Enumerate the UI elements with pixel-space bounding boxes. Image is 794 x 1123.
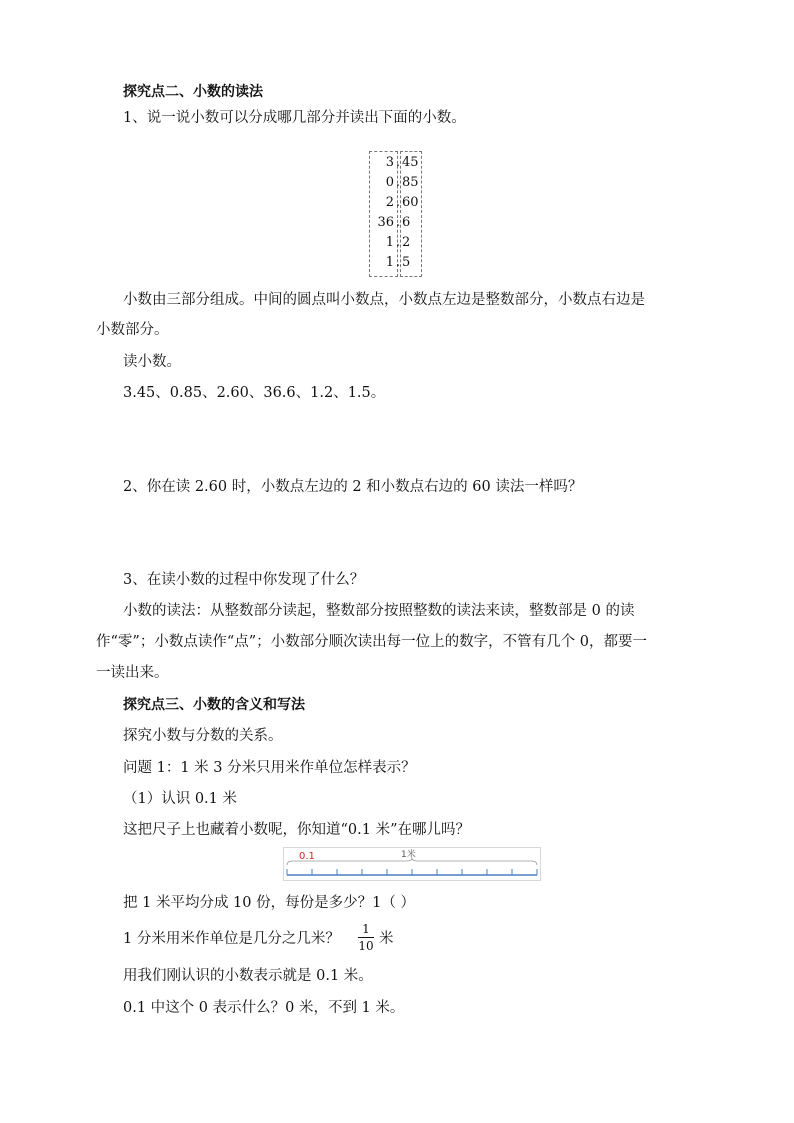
decimal-row [369,173,421,193]
composition-text-cont: 小数部分。 [96,322,169,338]
reading-rule-cont: 一读出来。 [96,665,169,681]
integer-part: 3 [385,155,394,170]
fraction-one-tenth [358,922,374,953]
decimal-part: 2 [402,235,411,250]
problem-1: 问题 1：1 米 3 分米只用米作单位怎样表示？ [123,760,416,776]
explore-text: 探究小数与分数的关系。 [123,728,283,744]
reading-rule: 小数的读法：从整数部分读起，整数部分按照整数的读法来读，整数部是 0 的读 [123,603,635,619]
question-2: 2、你在读 2.60 时，小数点左边的 2 和小数点右边的 60 读法一样吗？ [123,479,583,495]
decimal-point: . [395,215,401,230]
question-1: 1、说一说小数可以分成哪几部分并读出下面的小数。 [123,110,466,126]
fraction-numerator: 1 [362,922,370,936]
zero-question: 0.1 中这个 0 表示什么？0 米，不到 1 米。 [123,1000,405,1016]
composition-text: 小数由三部分组成。中间的圆点叫小数点，小数点左边是整数部分，小数点右边是 [123,292,645,308]
integer-part: 1 [385,255,394,270]
decimal-part: 60 [402,195,419,210]
integer-part: 36 [377,215,394,230]
decimal-point: . [395,155,401,170]
decimal-point: . [395,235,401,250]
decimal-parts-table [369,151,421,276]
integer-part: 0 [385,175,394,190]
ruler-question: 这把尺子上也藏着小数呢，你知道“0.1 米”在哪儿吗？ [123,822,470,838]
decimal-row [369,253,421,273]
decimal-part: 85 [402,175,419,190]
decimal-row [369,153,421,173]
decimal-row [369,193,421,213]
fraction-bar [358,937,374,938]
ruler-red-label: 0.1 [299,851,315,862]
integer-part: 1 [385,235,394,250]
reading-rule-cont: 作“零”；小数点读作“点”；小数部分顺次读出每一位上的数字，不管有几个 0，都要一 [96,634,647,650]
section2-title: 探究点二、小数的读法 [123,84,263,100]
read-label: 读小数。 [123,354,181,370]
fraction-denominator: 10 [358,939,374,953]
read-list: 3.45、0.85、2.60、36.6、1.2、1.5。 [123,385,386,401]
decimal-row [369,233,421,253]
decimal-point: . [395,175,401,190]
integer-part: 2 [385,195,394,210]
decimal-part: 5 [402,255,411,270]
fraction-unit: 米 [379,931,394,947]
fraction-question: 1 分米用米作单位是几分之几米？ [123,931,340,947]
ruler-illustration [283,847,541,881]
decimal-point: . [395,195,401,210]
question-3: 3、在读小数的过程中你发现了什么？ [123,572,365,588]
decimal-row [369,213,421,233]
sub-question-1: （1）认识 0.1 米 [123,791,238,807]
decimal-part: 6 [402,215,411,230]
decimal-representation: 用我们刚认识的小数表示就是 0.1 米。 [123,968,373,984]
divide-question: 把 1 米平均分成 10 份，每份是多少？1（ ） [123,895,415,911]
ruler-top-label: 1米 [401,850,416,860]
decimal-part: 45 [402,155,419,170]
section3-title: 探究点三、小数的含义和写法 [123,697,305,713]
decimal-point: . [395,255,401,270]
